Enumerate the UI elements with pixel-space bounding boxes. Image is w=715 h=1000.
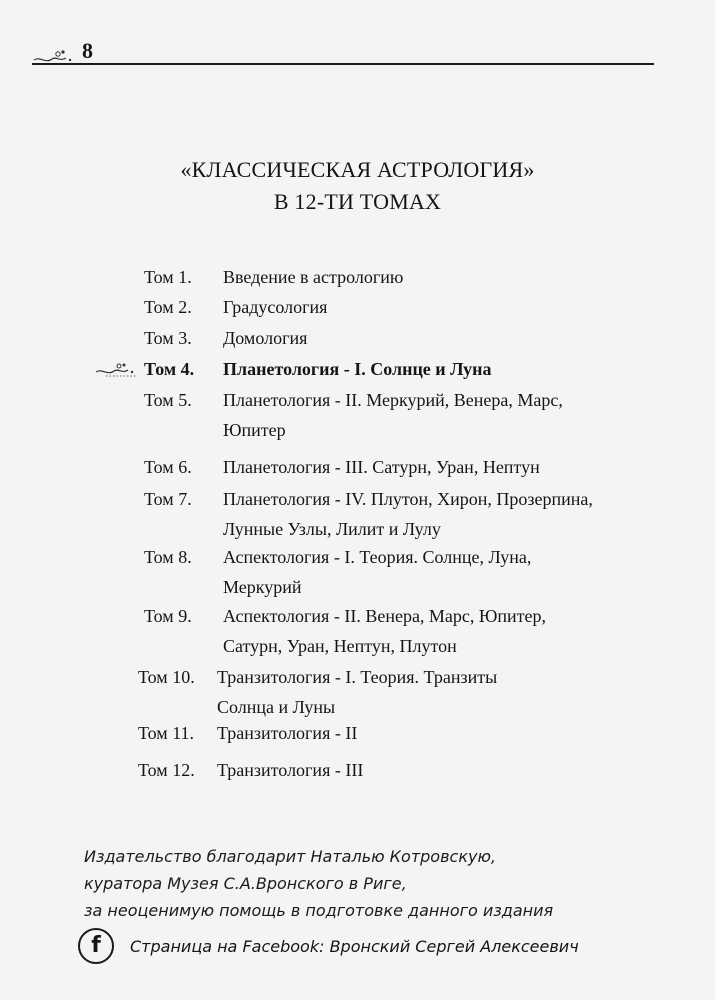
volume-number: Том 10. xyxy=(138,667,195,687)
volume-title: Планетология - I. Солнце и Луна xyxy=(223,359,492,379)
volume-number: Том 4. xyxy=(144,359,195,379)
volume-title: Градусология xyxy=(223,297,328,317)
page-header xyxy=(32,38,654,68)
volume-number: Том 6. xyxy=(144,457,192,477)
volume-title: Транзитология - I. Теория. Транзиты Солнца и Луны xyxy=(217,667,498,717)
page-number: 8 xyxy=(82,38,93,63)
volume-number: Том 2. xyxy=(144,297,192,317)
volume-number: Том 9. xyxy=(144,606,192,626)
series-subtitle: В 12-ТИ ТОМАХ xyxy=(273,189,442,214)
volume-number: Том 1. xyxy=(144,267,192,287)
header-rule xyxy=(32,63,654,65)
volume-title: Транзитология - III xyxy=(217,760,364,780)
volume-number: Том 5. xyxy=(144,390,192,410)
volume-title: Планетология - II. Меркурий, Венера, Марс, Юпитер xyxy=(223,390,563,440)
acknowledgement xyxy=(84,843,644,924)
series-title: «КЛАССИЧЕСКАЯ АСТРОЛОГИЯ» xyxy=(180,157,535,182)
facebook-line xyxy=(78,928,658,968)
facebook-icon: f xyxy=(78,928,114,964)
volume-number: Том 7. xyxy=(144,489,192,509)
volume-title: Введение в астрологию xyxy=(223,267,404,287)
volume-title: Аспектология - I. Теория. Солнце, Луна, Меркурий xyxy=(223,547,532,597)
acknowledgement-line: за неоценимую помощь в подготовке данного издания xyxy=(84,901,554,920)
volume-number: Том 3. xyxy=(144,328,192,348)
volume-number: Том 11. xyxy=(138,723,195,743)
volume-number: Том 12. xyxy=(138,760,195,780)
volume-title: Планетология - IV. Плутон, Хирон, Прозерпина, Лунные Узлы, Лилит и Лулу xyxy=(223,489,593,539)
volume-title: Домология xyxy=(223,328,308,348)
current-volume-marker-icon xyxy=(94,360,140,380)
volume-title: Аспектология - II. Венера, Марс, Юпитер, Сатурн, Уран, Нептун, Плутон xyxy=(223,606,547,656)
acknowledgement-line: куратора Музея С.А.Вронского в Риге, xyxy=(84,874,407,893)
volume-title: Планетология - III. Сатурн, Уран, Нептун xyxy=(223,457,540,477)
volume-number: Том 8. xyxy=(144,547,192,567)
volume-title: Транзитология - II xyxy=(217,723,358,743)
facebook-text: Страница на Facebook: Вронский Сергей Алексеевич xyxy=(130,937,579,956)
acknowledgement-line: Издательство благодарит Наталью Котровскую, xyxy=(84,847,497,866)
